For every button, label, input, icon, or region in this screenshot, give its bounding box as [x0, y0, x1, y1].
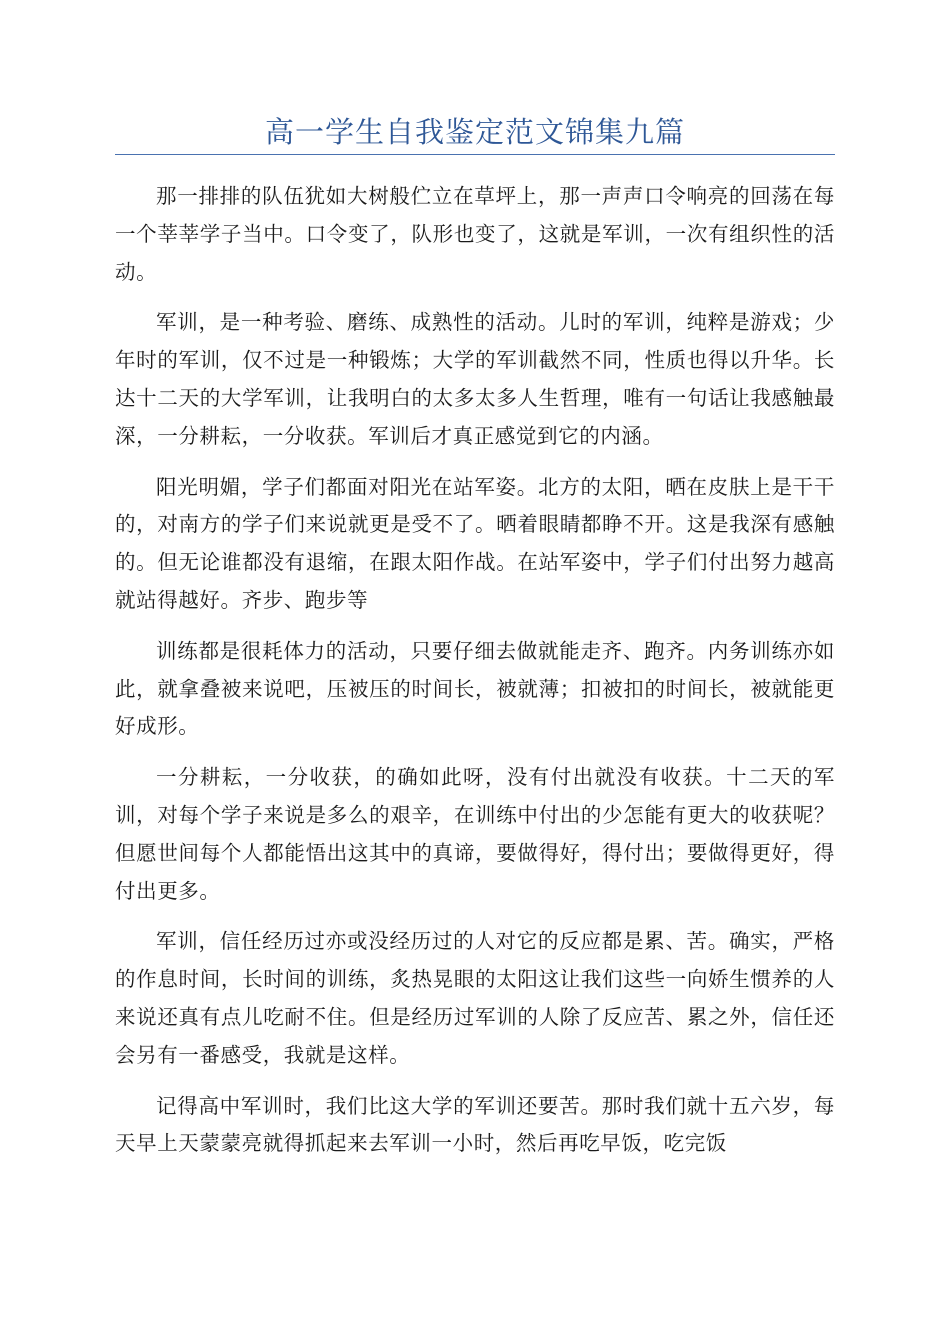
paragraph: 军训，是一种考验、磨练、成熟性的活动。儿时的军训，纯粹是游戏；少年时的军训，仅不过是一种锻炼；大学的军训截然不同，性质也得以升华。长达十二天的大学军训，让我明白的太多太多人生哲理，唯有一句话让我感触最深，一分耕耘，一分收获。军训后才真正感觉到它的内涵。	[115, 310, 835, 448]
paragraph: 那一排排的队伍犹如大树般伫立在草坪上，那一声声口令响亮的回荡在每一个莘莘学子当中。口令变了，队形也变了，这就是军训，一次有组织性的活动。	[115, 184, 835, 284]
title-block	[115, 112, 835, 152]
title-underline	[115, 154, 835, 155]
paragraph: 阳光明媚，学子们都面对阳光在站军姿。北方的太阳，晒在皮肤上是干干的，对南方的学子们来说就更是受不了。晒着眼睛都睁不开。这是我深有感触的。但无论谁都没有退缩，在跟太阳作战。在站军姿中，学子们付出努力越高就站得越好。齐步、跑步等	[115, 474, 835, 612]
paragraph: 训练都是很耗体力的活动，只要仔细去做就能走齐、跑齐。内务训练亦如此，就拿叠被来说吧，压被压的时间长，被就薄；扣被扣的时间长，被就能更好成形。	[115, 638, 835, 739]
paragraph: 一分耕耘，一分收获，的确如此呀，没有付出就没有收获。十二天的军训，对每个学子来说是多么的艰辛，在训练中付出的少怎能有更大的收获呢？但愿世间每个人都能悟出这其中的真谛，要做得好，得付出；要做得更好，得付出更多。	[115, 765, 835, 903]
document-body	[115, 178, 835, 1176]
paragraph: 军训，信任经历过亦或没经历过的人对它的反应都是累、苦。确实，严格的作息时间，长时间的训练，炙热晃眼的太阳这让我们这些一向娇生惯养的人来说还真有点儿吃耐不住。但是经历过军训的人除了反应苦、累之外，信任还会另有一番感受，我就是这样。	[115, 929, 835, 1067]
document-title: 高一学生自我鉴定范文锦集九篇	[264, 115, 685, 149]
paragraph: 记得高中军训时，我们比这大学的军训还要苦。那时我们就十五六岁，每天早上天蒙蒙亮就得抓起来去军训一小时，然后再吃早饭，吃完饭	[115, 1093, 835, 1156]
